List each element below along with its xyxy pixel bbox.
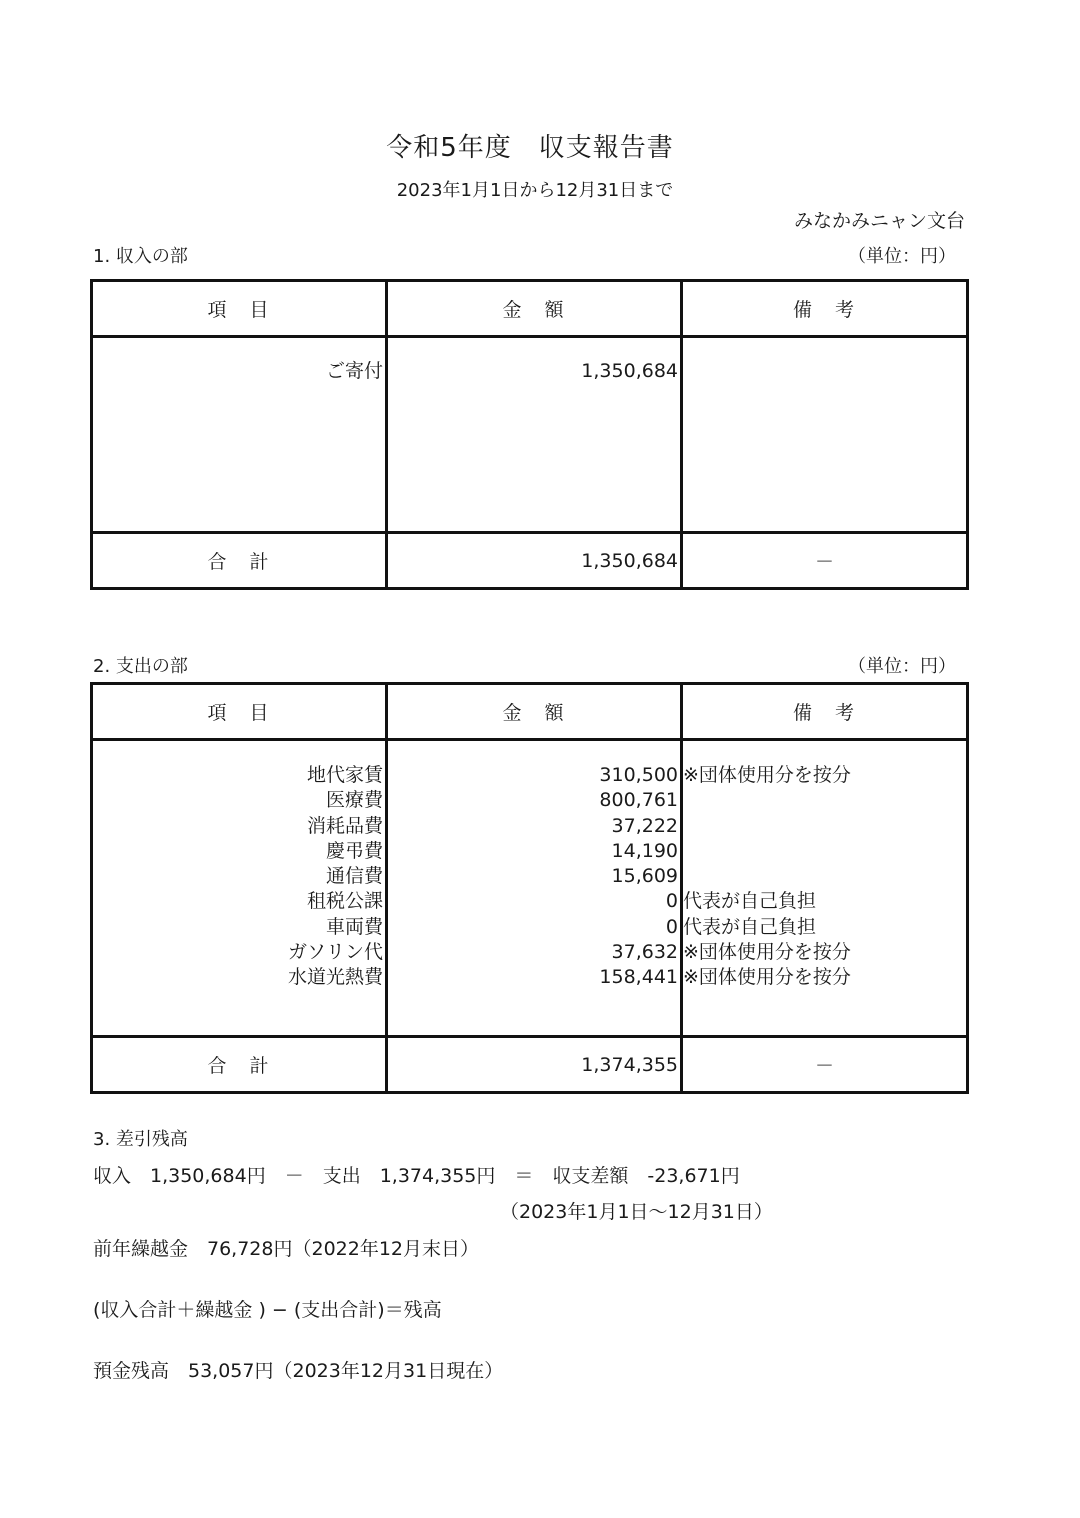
income-amounts-cell [387,337,682,533]
income-header-item: 項 目 [92,281,387,337]
expense-amount: 310,500 [599,764,678,786]
document-title: 令和5年度 収支報告書 [386,133,674,163]
income-notes-cell [682,337,968,533]
income-header-note: 備 考 [682,281,968,337]
balance-equation-period: （2023年1月1日〜12月31日） [500,1201,773,1223]
income-note [683,359,966,384]
balance-equation: 収入 1,350,684円 － 支出 1,374,355円 ＝ 収支差額 -23,671円 [93,1165,740,1187]
income-items-cell [92,337,387,533]
expense-amount: 14,190 [611,839,678,862]
expense-note: ※団体使用分を按分 [683,941,851,964]
expense-note [683,814,966,839]
expense-note: 代表が自己負担 [683,890,817,913]
expense-amount: 37,632 [611,941,678,964]
expense-header-row [92,684,968,740]
expense-note [683,788,966,813]
expense-total-note: － [682,1037,968,1093]
expense-note [683,839,966,864]
expense-note: ※団体使用分を按分 [683,764,851,786]
expense-table [90,682,969,1094]
expense-amount: 0 [665,915,678,938]
expense-total-amount: 1,374,355 [387,1037,682,1093]
income-table [90,279,969,590]
expense-body-row [92,740,968,1037]
expense-item: 慶弔費 [325,839,383,862]
income-section-title: 1. 収入の部 [93,246,188,267]
expense-notes-cell [682,740,968,1037]
income-amount: 1,350,684 [581,360,678,382]
income-total-row [92,533,968,589]
expense-amounts-cell [387,740,682,1037]
expense-item: ガソリン代 [287,941,383,964]
expense-amount: 158,441 [599,966,678,989]
expense-header-amount: 金 額 [387,684,682,740]
carryover-line: 前年繰越金 76,728円（2022年12月末日） [93,1238,480,1260]
expense-item: 水道光熱費 [287,966,383,989]
expense-section-title: 2. 支出の部 [93,656,188,677]
expense-amount: 37,222 [611,814,678,837]
expense-item: 車両費 [325,915,383,938]
expense-amount: 0 [665,890,678,913]
income-header-row [92,281,968,337]
expense-note: ※団体使用分を按分 [683,966,851,989]
expense-note [683,864,966,889]
expense-header-item: 項 目 [92,684,387,740]
income-total-label: 合 計 [92,533,387,589]
income-total-note: － [682,533,968,589]
income-item: ご寄付 [325,360,383,382]
income-body-row [92,337,968,533]
expense-item: 租税公課 [306,890,383,913]
income-header-amount: 金 額 [387,281,682,337]
document-period: 2023年1月1日から12月31日まで [396,180,674,201]
deposit-balance: 預金残高 53,057円（2023年12月31日現在） [93,1360,504,1382]
balance-formula: (収入合計＋繰越金 ) − (支出合計)＝残高 [93,1299,442,1321]
expense-amount: 15,609 [611,865,678,888]
expense-items-cell [92,740,387,1037]
balance-section-title: 3. 差引残高 [93,1129,188,1150]
expense-header-note: 備 考 [682,684,968,740]
expense-item: 消耗品費 [306,814,383,837]
expense-total-row [92,1037,968,1093]
expense-item: 通信費 [325,865,383,888]
organization-name: みなかみニャン文台 [793,210,965,232]
expense-item: 地代家賃 [306,764,383,786]
expense-item: 医療費 [325,789,383,812]
expense-unit-label: （単位：円） [848,656,956,677]
expense-note: 代表が自己負担 [683,915,817,938]
expense-amount: 800,761 [599,789,678,812]
income-unit-label: （単位：円） [848,246,956,267]
income-total-amount: 1,350,684 [387,533,682,589]
expense-total-label: 合 計 [92,1037,387,1093]
